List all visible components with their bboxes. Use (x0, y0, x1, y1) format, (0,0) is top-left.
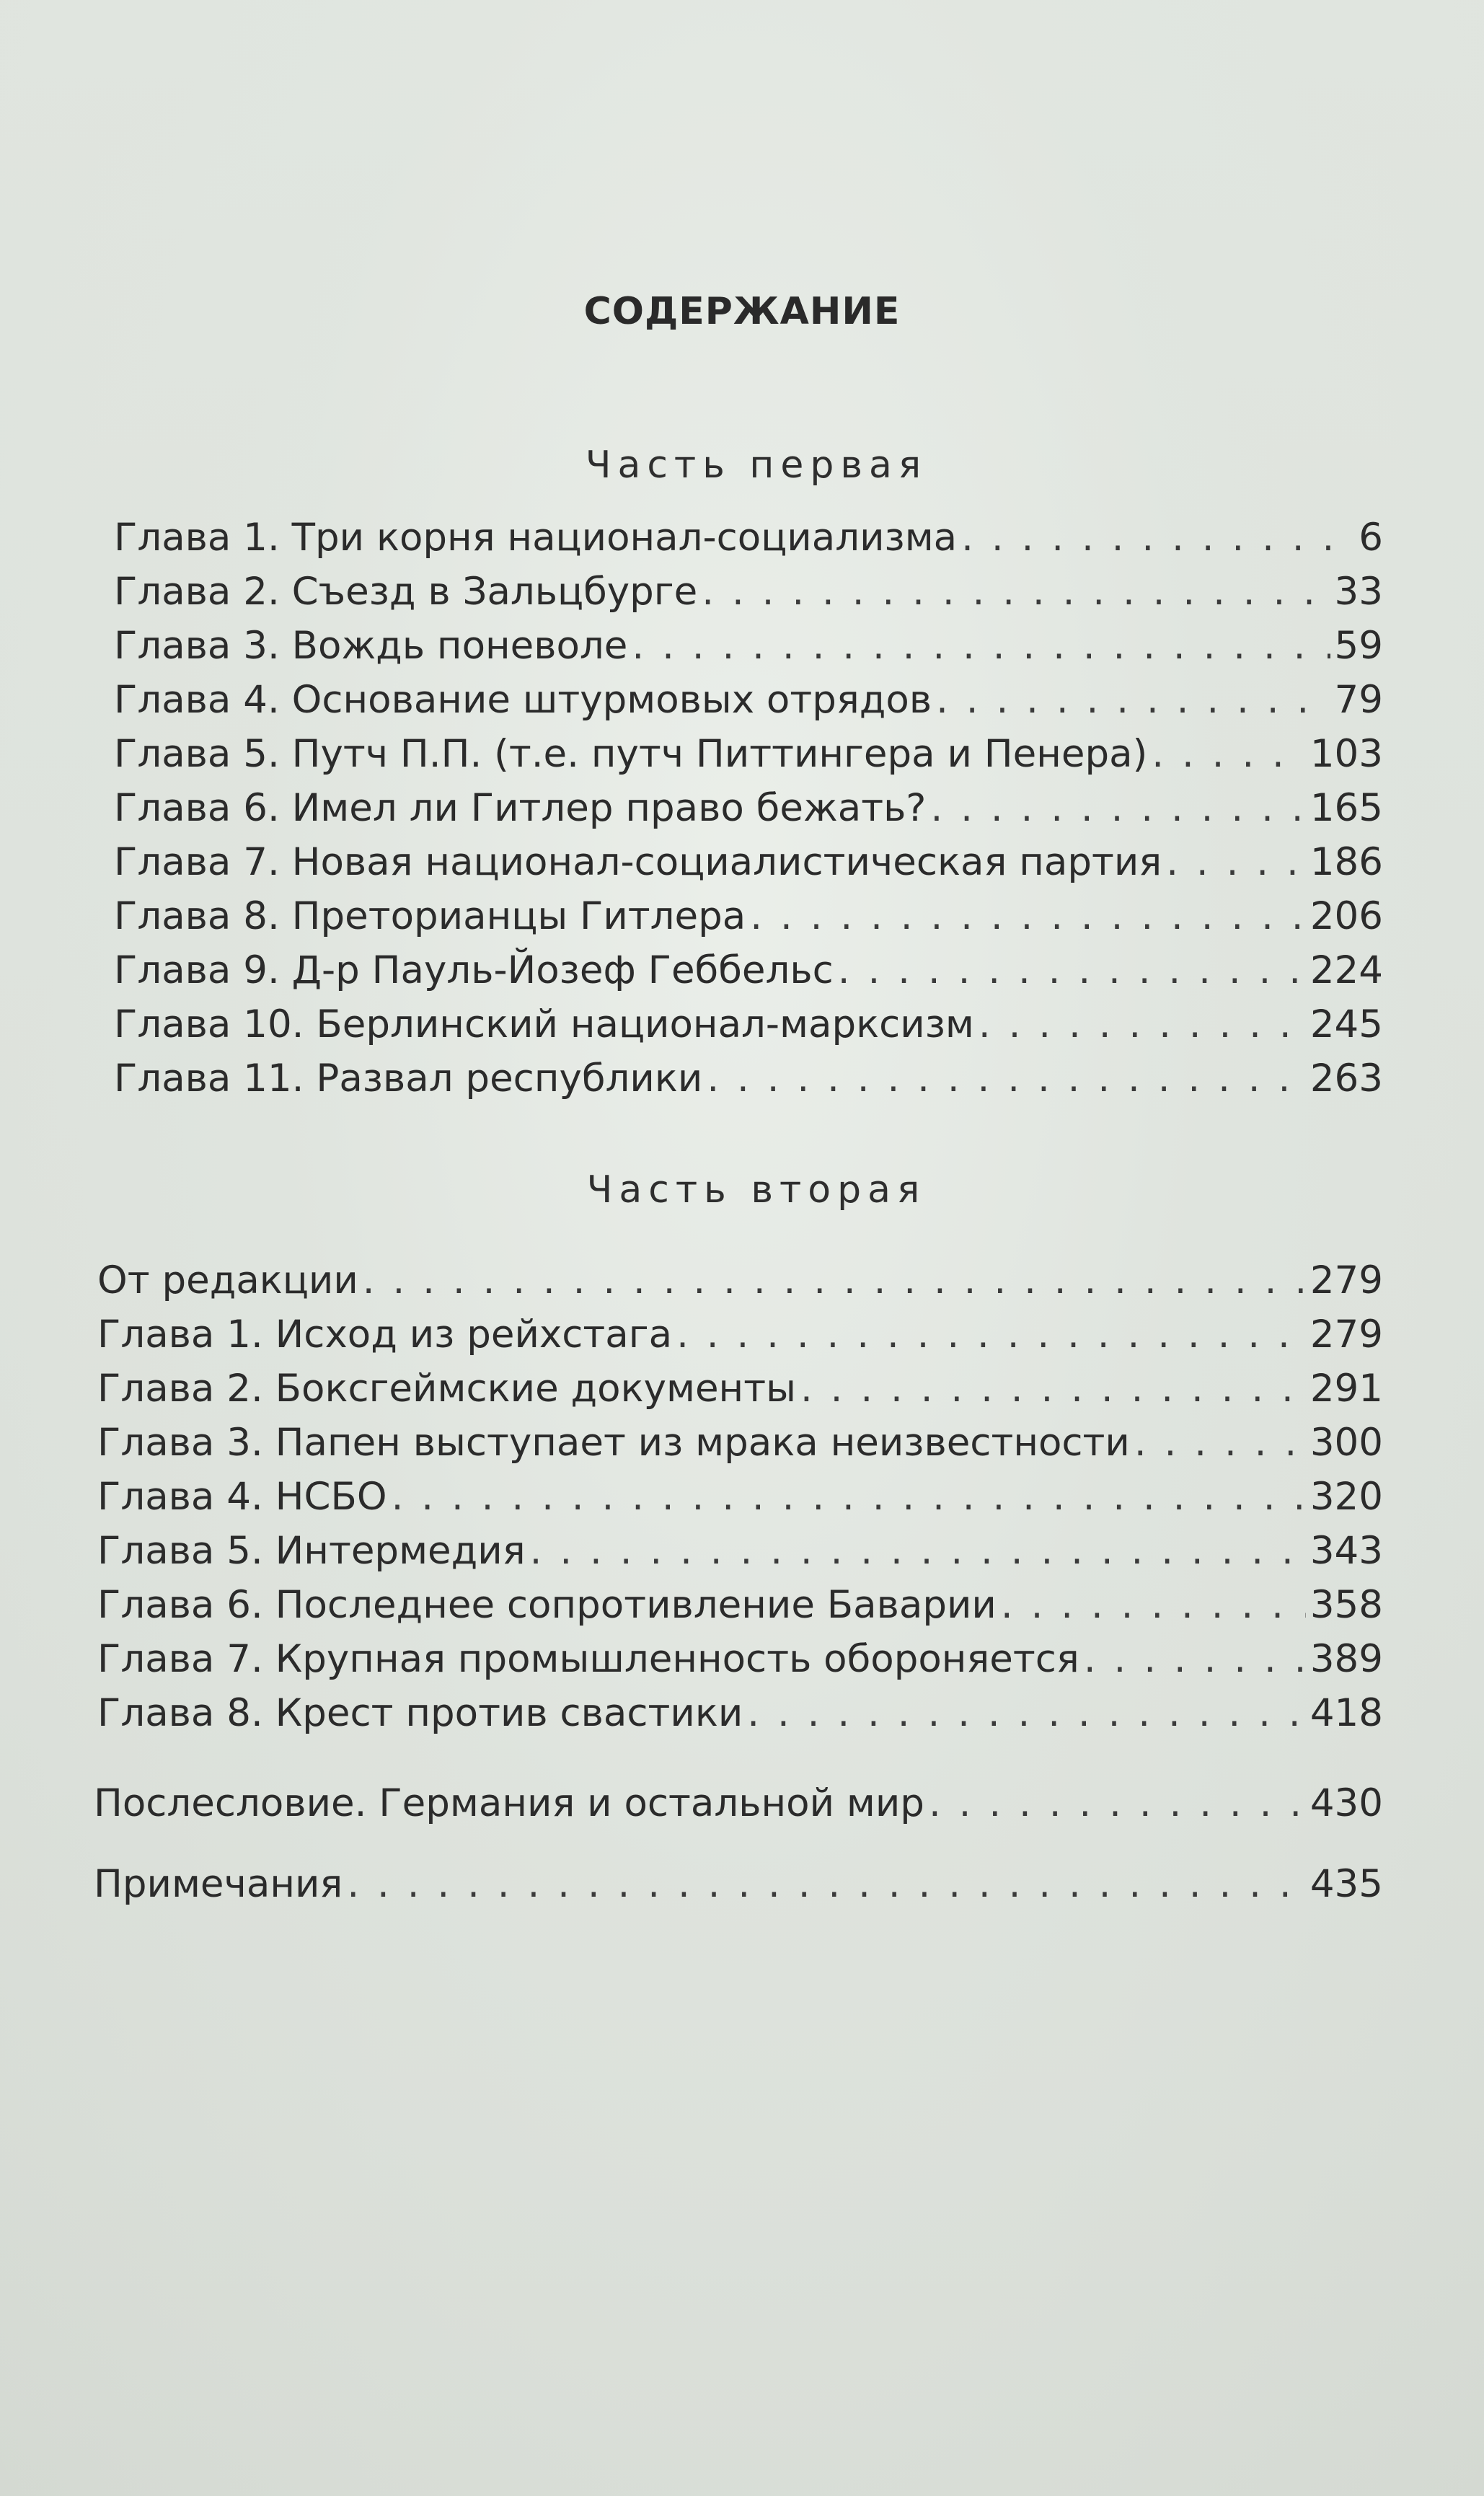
toc-entry-page: 206 (1309, 894, 1383, 938)
toc-entry-title: Глава 6. Имел ли Гитлер право бежать? (114, 786, 927, 830)
dot-leader (530, 1529, 1306, 1573)
dot-leader (929, 1781, 1306, 1825)
toc-entry-page: 300 (1309, 1421, 1383, 1465)
toc-entry-title: Глава 11. Развал республики (114, 1057, 703, 1101)
toc-entry-page: 358 (1309, 1583, 1383, 1627)
toc-entry-title: Глава 2. Съезд в Зальцбурге (114, 570, 698, 614)
toc-entry-title: От редакции (97, 1258, 358, 1302)
toc-entry[interactable] (114, 840, 1383, 894)
dot-leader (800, 1367, 1306, 1411)
dot-leader (750, 894, 1306, 938)
toc-entry[interactable] (97, 1583, 1383, 1637)
toc-entry-title: Глава 6. Последнее сопротивление Баварии (97, 1583, 997, 1627)
toc-entry-page: 435 (1309, 1862, 1383, 1906)
dot-leader (747, 1691, 1306, 1735)
dot-leader (1152, 732, 1306, 776)
part-one-title: Часть первая (585, 444, 928, 487)
toc-entry-title: Глава 4. НСБО (97, 1475, 387, 1519)
toc-entry-title: Глава 8. Крест против свастики (97, 1691, 743, 1735)
toc-entry-title: Глава 7. Новая национал-социалистическая партия (114, 840, 1162, 884)
dot-leader (936, 678, 1330, 722)
toc-entry[interactable] (114, 948, 1383, 1002)
toc-entry-title: Глава 8. Преторианцы Гитлера (114, 894, 746, 938)
dot-leader (1166, 840, 1306, 884)
toc-heading: СОДЕРЖАНИЕ (583, 290, 901, 333)
toc-entry-page: 245 (1309, 1002, 1383, 1046)
toc-entry-page: 291 (1309, 1367, 1383, 1411)
toc-entry-afterword[interactable] (94, 1781, 1383, 1835)
toc-entry-title: Глава 3. Вождь поневоле (114, 624, 628, 668)
toc-entry-notes[interactable] (94, 1862, 1383, 1916)
dot-leader (702, 570, 1330, 614)
toc-entry-title: Глава 3. Папен выступает из мрака неизвестности (97, 1421, 1130, 1465)
toc-entry-page: 186 (1309, 840, 1383, 884)
toc-entry[interactable] (114, 516, 1383, 570)
dot-leader (1134, 1421, 1306, 1465)
toc-entry[interactable] (97, 1421, 1383, 1475)
toc-entry-title: Глава 1. Три корня национал-социализма (114, 516, 958, 560)
toc-entry[interactable] (97, 1475, 1383, 1529)
toc-entry-title: Глава 9. Д-р Пауль-Йозеф Геббельс (114, 948, 834, 992)
toc-entry[interactable] (97, 1313, 1383, 1367)
dot-leader (1084, 1637, 1306, 1681)
toc-entry[interactable] (114, 732, 1383, 786)
toc-entry[interactable] (97, 1529, 1383, 1583)
toc-entry-page: 418 (1309, 1691, 1383, 1735)
toc-entry-page: 59 (1334, 624, 1383, 668)
toc-entry[interactable] (114, 1057, 1383, 1111)
toc-entry[interactable] (114, 894, 1383, 948)
toc-entry[interactable] (97, 1258, 1383, 1313)
toc-entry-page: 224 (1309, 948, 1383, 992)
dot-leader (838, 948, 1306, 992)
dot-leader (347, 1862, 1306, 1906)
toc-entry-title: Глава 5. Интермедия (97, 1529, 526, 1573)
toc-entry-title: Глава 4. Основание штурмовых отрядов (114, 678, 932, 722)
dot-leader (930, 786, 1305, 830)
toc-entry-title: Глава 10. Берлинский национал-марксизм (114, 1002, 974, 1046)
toc-entry-page: 263 (1309, 1057, 1383, 1101)
dot-leader (979, 1002, 1306, 1046)
toc-entry-page: 279 (1309, 1313, 1383, 1357)
dot-leader (961, 516, 1354, 560)
dot-leader (632, 624, 1330, 668)
toc-entry-title: Примечания (94, 1862, 343, 1906)
toc-entry-page: 279 (1309, 1258, 1383, 1302)
part-two-title: Часть вторая (586, 1168, 927, 1212)
toc-entry-page: 320 (1309, 1475, 1383, 1519)
dot-leader (363, 1258, 1306, 1302)
part-one-list (114, 516, 1383, 1111)
toc-entry[interactable] (114, 624, 1383, 678)
toc-entry-page: 6 (1359, 516, 1383, 560)
toc-entry[interactable] (114, 1002, 1383, 1057)
toc-entry-page: 389 (1309, 1637, 1383, 1681)
toc-entry-page: 33 (1334, 570, 1383, 614)
toc-entry-title: Глава 2. Боксгеймские документы (97, 1367, 796, 1411)
toc-entry-title: Глава 7. Крупная промышленность обороняется (97, 1637, 1079, 1681)
dot-leader (392, 1475, 1306, 1519)
toc-entry-page: 79 (1334, 678, 1383, 722)
dot-leader (707, 1057, 1306, 1101)
dot-leader (1001, 1583, 1306, 1627)
toc-entry-page: 343 (1309, 1529, 1383, 1573)
toc-entry[interactable] (114, 678, 1383, 732)
toc-entry[interactable] (114, 786, 1383, 840)
toc-entry[interactable] (114, 570, 1383, 624)
part-two-list (97, 1258, 1383, 1745)
toc-entry-title: Послесловие. Германия и остальной мир (94, 1781, 924, 1825)
toc-entry-title: Глава 1. Исход из рейхстага (97, 1313, 673, 1357)
dot-leader (676, 1313, 1306, 1357)
toc-entry-page: 430 (1309, 1781, 1383, 1825)
toc-entry[interactable] (97, 1691, 1383, 1745)
toc-entry[interactable] (97, 1367, 1383, 1421)
toc-entry-page: 165 (1309, 786, 1383, 830)
toc-entry-page: 103 (1309, 732, 1383, 776)
toc-entry[interactable] (97, 1637, 1383, 1691)
toc-entry-title: Глава 5. Путч П.П. (т.е. путч Питтингера и Пенера) (114, 732, 1148, 776)
